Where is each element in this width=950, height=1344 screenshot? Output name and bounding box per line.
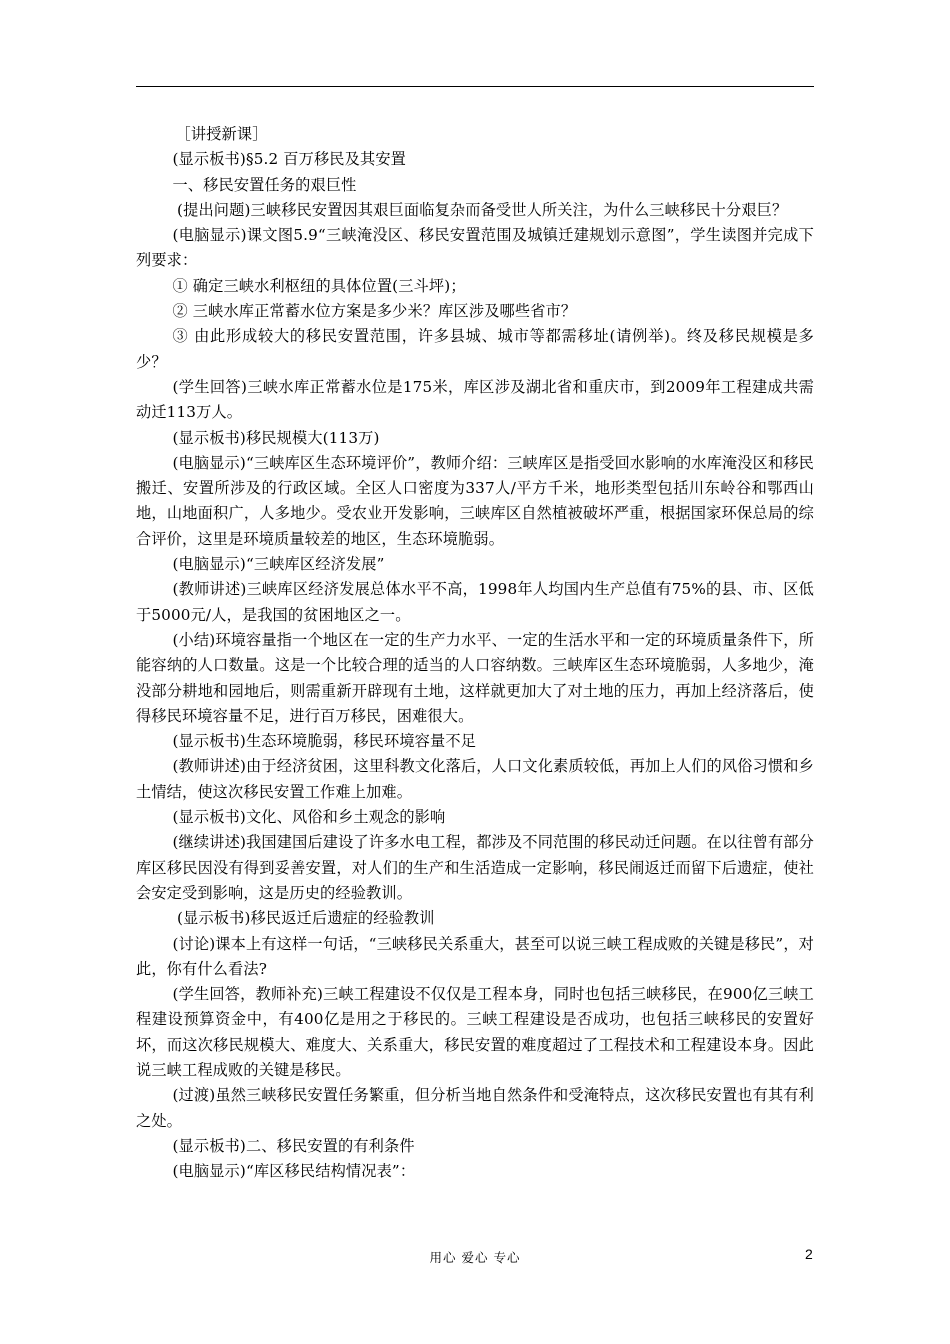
paragraph: (继续讲述)我国建国后建设了许多水电工程，都涉及不同范围的移民动迁问题。在以往曾有部分库区移民因没有得到妥善安置，对人们的生产和生活造成一定影响，移民闹返迁而留下后遗症，使社会安定受到影响，这是历史的经验教训。	[136, 833, 814, 902]
paragraph: (电脑显示)“库区移民结构情况表”：	[172, 1162, 416, 1181]
section-label: ［讲授新课］	[175, 125, 268, 143]
paragraph: (过渡)虽然三峡移民安置任务繁重，但分析当地自然条件和受淹特点，这次移民安置也有其有利之处。	[136, 1086, 814, 1130]
paragraph: (显示板书)生态环境脆弱，移民环境容量不足	[172, 732, 477, 751]
paragraph: (教师讲述)由于经济贫困，这里科教文化落后，人口文化素质较低，再加上人们的风俗习惯和乡土情结，使这次移民安置工作难上加难。	[136, 757, 814, 801]
paragraph: (电脑显示)“三峡库区生态环境评价”，教师介绍：三峡库区是指受回水影响的水库淹没区和移民搬迁、安置所涉及的行政区域。全区人口密度为337人/平方千米，地形类型包括川东岭谷和鄂西山地，山地面积广，人多地少。受农业开发影响，三峡库区自然植被破坏严重，根据国家环保总局的综合评价，这里是环境质量较差的地区，生态环境脆弱。	[136, 453, 814, 548]
paragraph: (显示板书)文化、风俗和乡土观念的影响	[172, 808, 446, 827]
paragraph: (小结)环境容量指一个地区在一定的生产力水平、一定的生活水平和一定的环境质量条件下，所能容纳的人口数量。这是一个比较合理的适当的人口容纳数。三峡库区生态环境脆弱，人多地少，淹没部分耕地和园地后，则需重新开辟现有土地，这样就更加大了对土地的压力，再加上经济落后，使得移民环境容量不足，进行百万移民，困难很大。	[136, 630, 814, 725]
page-number: 2	[805, 1246, 813, 1262]
paragraph: (显示板书)二、移民安置的有利条件	[172, 1136, 415, 1155]
section-heading: 一、移民安置任务的艰巨性	[172, 175, 357, 194]
list-item: ① 确定三峡水利枢纽的具体位置(三斗坪)；	[172, 276, 466, 295]
header-rule	[136, 86, 814, 87]
body-text	[136, 122, 814, 1184]
list-item: ② 三峡水库正常蓄水位方案是多少米？库区涉及哪些省市？	[172, 302, 577, 321]
list-item: ③ 由此形成较大的移民安置范围，许多县城、城市等都需移址(请例举)。终及移民规模是多少？	[136, 327, 814, 371]
paragraph: (电脑显示)“三峡库区经济发展”	[172, 555, 385, 574]
paragraph: (教师讲述)三峡库区经济发展总体水平不高，1998年人均国内生产总值有75%的县、市、区低于5000元/人，是我国的贫困地区之一。	[136, 580, 814, 624]
paragraph: (显示板书)§5.2 百万移民及其安置	[172, 150, 406, 169]
paragraph: (学生回答，教师补充)三峡工程建设不仅仅是工程本身，同时也包括三峡移民，在900亿三峡工程建设预算资金中，有400亿是用之于移民的。三峡工程建设是否成功，也包括三峡移民的安置好坏，而这次移民规模大、难度大、关系重大，移民安置的难度超过了工程技术和工程建设本身。因此说三峡工程成败的关键是移民。	[136, 985, 814, 1079]
paragraph: (提出问题)三峡移民安置因其艰巨面临复杂而备受世人所关注，为什么三峡移民十分艰巨？	[177, 200, 788, 219]
page-footer: 用心 爱心 专心	[429, 1250, 521, 1265]
paragraph: (讨论)课本上有这样一句话，“三峡移民关系重大，甚至可以说三峡工程成败的关键是移民”，对此，你有什么看法?	[136, 934, 814, 978]
paragraph: (学生回答)三峡水库正常蓄水位是175米，库区涉及湖北省和重庆市，到2009年工程建成共需动迁113万人。	[136, 377, 814, 422]
paragraph: (显示板书)移民规模大(113万)	[172, 428, 380, 447]
paragraph: (电脑显示)课文图5.9“三峡淹没区、移民安置范围及城镇迁建规划示意图”，学生读图并完成下列要求：	[136, 226, 814, 270]
paragraph: (显示板书)移民返迁后遗症的经验教训	[177, 909, 435, 928]
